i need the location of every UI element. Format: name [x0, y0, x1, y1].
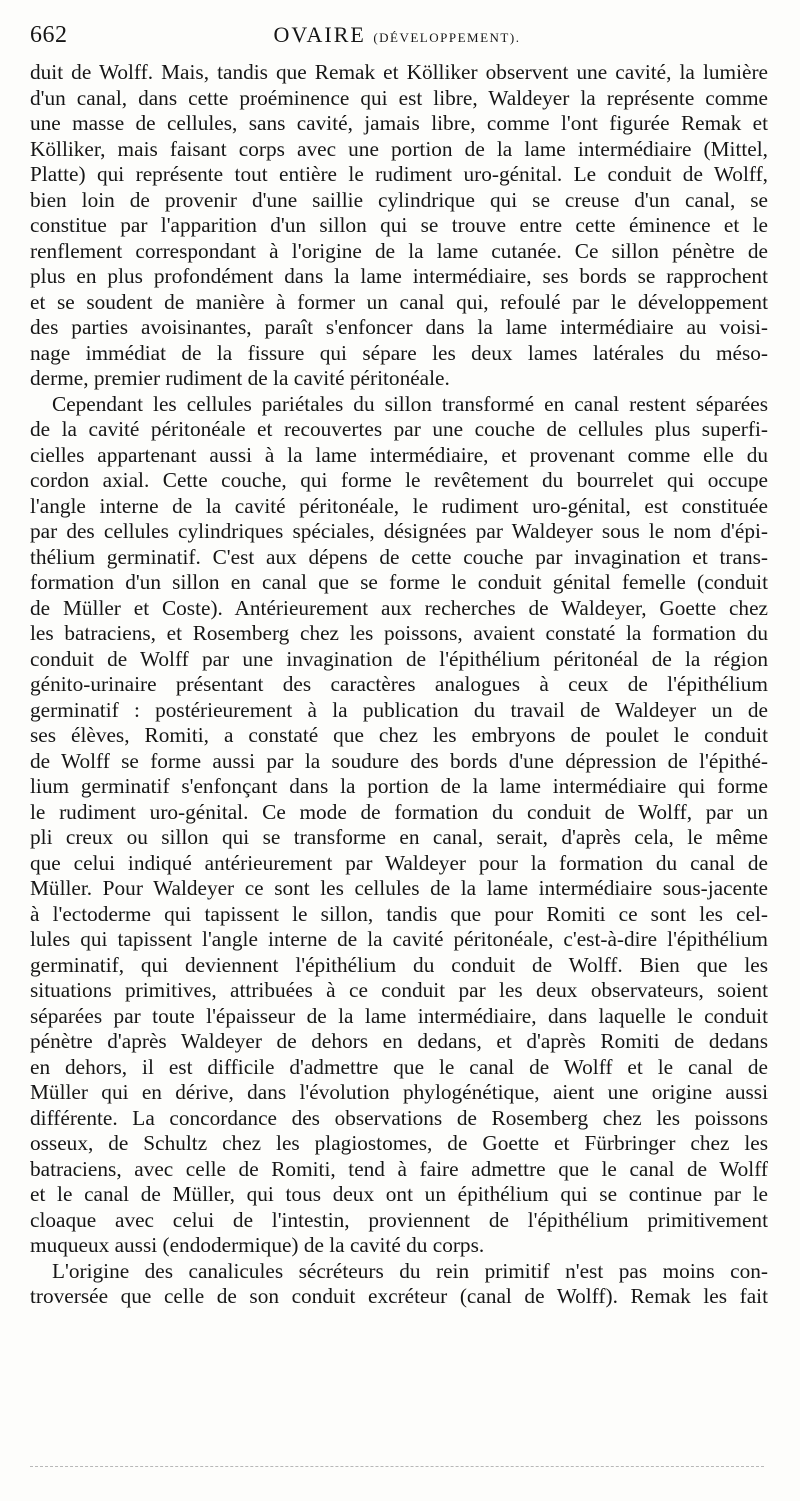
text-line: duit de Wolff. Mais, tandis que Remak et Kölliker observent une cavité, la lumière	[30, 60, 768, 84]
text-line: troversée que celle de son conduit excréteur (canal de Wolff). Remak les fait	[30, 1284, 768, 1308]
text-line: de Wolff se forme aussi par la soudure des bords d'une dépression de l'épithé-	[30, 748, 768, 773]
text-line: Müller qui en dérive, dans l'évolution phylogénétique, aient une origine aussi	[30, 1080, 768, 1104]
text-line: que celui indiqué antérieurement par Waldeyer pour la formation du canal de	[30, 850, 768, 875]
text-line: ses élèves, Romiti, a constaté que chez les embryons de poulet le conduit	[30, 723, 768, 747]
page-number: 662	[30, 22, 68, 48]
text-line: renflement correspondant à l'origine de la lame cutanée. Ce sillon pénètre de	[30, 238, 768, 263]
text-line: plus en plus profondément dans la lame intermédiaire, ses bords se rapprochent	[30, 264, 768, 288]
text-line: germinatif : postérieurement à la publication du travail de Waldeyer un de	[30, 697, 768, 722]
text-line: derme, premier rudiment de la cavité péritonéale.	[30, 366, 450, 390]
text-line: différente. La concordance des observations de Rosemberg chez les poissons	[30, 1105, 768, 1130]
text-line: génito-urinaire présentant des caractères analogues à ceux de l'épithélium	[30, 672, 768, 696]
text-line: Cependant les cellules pariétales du sillon transformé en canal restent séparées	[52, 391, 768, 416]
text-line: cloaque avec celui de l'intestin, proviennent de l'épithélium primitivement	[30, 1207, 768, 1232]
running-title	[30, 22, 764, 48]
text-line: l'angle interne de la cavité péritonéale, le rudiment uro-génital, est constituée	[30, 493, 768, 518]
text-line: bien loin de provenir d'une saillie cylindrique qui se creuse d'un canal, se	[30, 187, 768, 212]
text-line: Kölliker, mais faisant corps avec une portion de la lame intermédiaire (Mittel,	[30, 136, 768, 161]
text-line: formation d'un sillon en canal que se forme le conduit génital femelle (conduit	[30, 570, 768, 594]
text-line: osseux, de Schultz chez les plagiostomes, de Goette et Fürbringer chez les	[30, 1131, 768, 1155]
bottom-rule	[30, 1466, 764, 1467]
text-line: Müller. Pour Waldeyer ce sont les cellules de la lame intermédiaire sous-jacente	[30, 876, 768, 900]
text-line: les batraciens, et Rosemberg chez les poissons, avaient constaté la formation du	[30, 621, 768, 645]
running-title-main: OVAIRE	[273, 22, 366, 47]
text-line: et le canal de Müller, qui tous deux ont un épithélium qui se continue par le	[30, 1182, 768, 1206]
text-line: séparées par toute l'épaisseur de la lame intermédiaire, dans laquelle le conduit	[30, 1003, 768, 1028]
text-line: lules qui tapissent l'angle interne de la cavité péritonéale, c'est-à-dire l'épithélium	[30, 927, 768, 951]
text-line: Platte) qui représente tout entière le rudiment uro-génital. Le conduit de Wolff,	[30, 162, 768, 186]
text-line: cordon axial. Cette couche, qui forme le revêtement du bourrelet qui occupe	[30, 468, 768, 492]
text-line: nage immédiat de la fissure qui sépare les deux lames latérales du méso-	[30, 340, 768, 365]
text-line: conduit de Wolff par une invagination de l'épithélium péritonéal de la région	[30, 646, 768, 671]
text-line: L'origine des canalicules sécréteurs du rein primitif n'est pas moins con-	[52, 1258, 768, 1283]
text-line: constitue par l'apparition d'un sillon qui se trouve entre cette éminence et le	[30, 213, 768, 237]
text-line: muqueux aussi (endodermique) de la cavité du corps.	[30, 1233, 485, 1257]
text-line: thélium germinatif. C'est aux dépens de cette couche par invagination et trans-	[30, 544, 768, 569]
body-text	[30, 60, 768, 1310]
text-line: le rudiment uro-génital. Ce mode de formation du conduit de Wolff, par un	[30, 799, 768, 824]
running-title-sub: (DÉVELOPPEMENT).	[373, 30, 521, 45]
text-line: de la cavité péritonéale et recouvertes par une couche de cellules plus superfi-	[30, 417, 768, 441]
text-line: pli creux ou sillon qui se transforme en canal, serait, d'après cela, le même	[30, 825, 768, 849]
text-line: en dehors, il est difficile d'admettre que le canal de Wolff et le canal de	[30, 1054, 768, 1079]
text-line: lium germinatif s'enfonçant dans la portion de la lame intermédiaire qui forme	[30, 774, 768, 798]
text-line: situations primitives, attribuées à ce conduit par les deux observateurs, soient	[30, 978, 768, 1002]
text-line: germinatif, qui deviennent l'épithélium du conduit de Wolff. Bien que les	[30, 952, 768, 977]
page-header	[30, 22, 764, 52]
text-line: des parties avoisinantes, paraît s'enfoncer dans la lame intermédiaire au voisi-	[30, 315, 768, 339]
text-line: batraciens, avec celle de Romiti, tend à faire admettre que le canal de Wolff	[30, 1156, 768, 1181]
text-line: et se soudent de manière à former un canal qui, refoulé par le développement	[30, 289, 768, 314]
text-line: pénètre d'après Waldeyer de dehors en dedans, et d'après Romiti de dedans	[30, 1029, 768, 1053]
text-line: cielles appartenant aussi à la lame intermédiaire, et provenant comme elle du	[30, 442, 768, 467]
text-line: par des cellules cylindriques spéciales, désignées par Waldeyer sous le nom d'épi-	[30, 519, 768, 543]
text-line: à l'ectoderme qui tapissent le sillon, tandis que pour Romiti ce sont les cel-	[30, 901, 768, 926]
text-line: d'un canal, dans cette proéminence qui est libre, Waldeyer la représente comme	[30, 85, 768, 110]
text-line: de Müller et Coste). Antérieurement aux recherches de Waldeyer, Goette chez	[30, 595, 768, 620]
text-line: une masse de cellules, sans cavité, jamais libre, comme l'ont figurée Remak et	[30, 111, 768, 135]
